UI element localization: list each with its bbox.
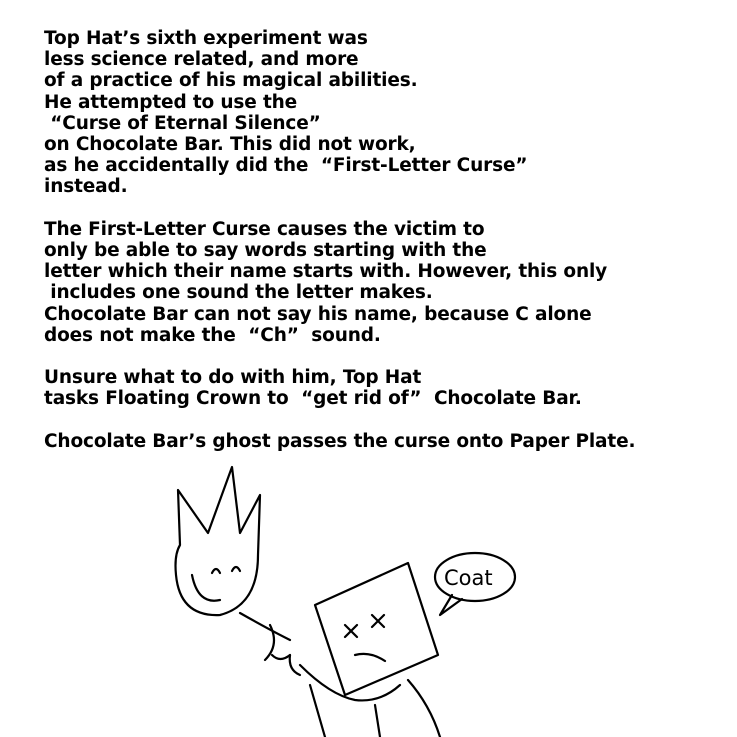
text-line: Chocolate Bar can not say his name, because C alone <box>44 303 592 325</box>
sketch-svg <box>140 455 540 737</box>
text-line: instead. <box>44 176 128 198</box>
paragraph-4 <box>44 431 724 452</box>
paragraph-3 <box>44 367 724 409</box>
speech-bubble <box>435 553 515 615</box>
text-line: of a practice of his magical abilities. <box>44 70 418 92</box>
text-line: on Chocolate Bar. This did not work, <box>44 134 416 156</box>
text-line: less science related, and more <box>44 49 359 71</box>
story-text <box>44 28 724 473</box>
text-line: Unsure what to do with him, Top Hat <box>44 367 422 389</box>
paragraph-1 <box>44 28 724 198</box>
text-line: The First-Letter Curse causes the victim to <box>44 218 485 240</box>
paragraph-2 <box>44 219 724 346</box>
floating-crown-character <box>176 467 291 660</box>
speech-bubble-text: Coat <box>444 566 493 590</box>
text-line: includes one sound the letter makes. <box>44 282 433 304</box>
text-line: only be able to say words starting with the <box>44 240 487 262</box>
text-line: “Curse of Eternal Silence” <box>44 112 321 134</box>
text-line: He attempted to use the <box>44 91 298 113</box>
text-line: tasks Floating Crown to “get rid of” Chocolate Bar. <box>44 388 582 410</box>
text-line: Chocolate Bar’s ghost passes the curse onto Paper Plate. <box>44 430 636 452</box>
text-line: does not make the “Ch” sound. <box>44 324 381 346</box>
text-line: Top Hat’s sixth experiment was <box>44 28 368 49</box>
text-line: letter which their name starts with. However, this only <box>44 261 608 283</box>
chocolate-bar-character <box>290 563 440 737</box>
text-line: as he accidentally did the “First-Letter Curse” <box>44 155 528 177</box>
illustration <box>140 455 540 737</box>
